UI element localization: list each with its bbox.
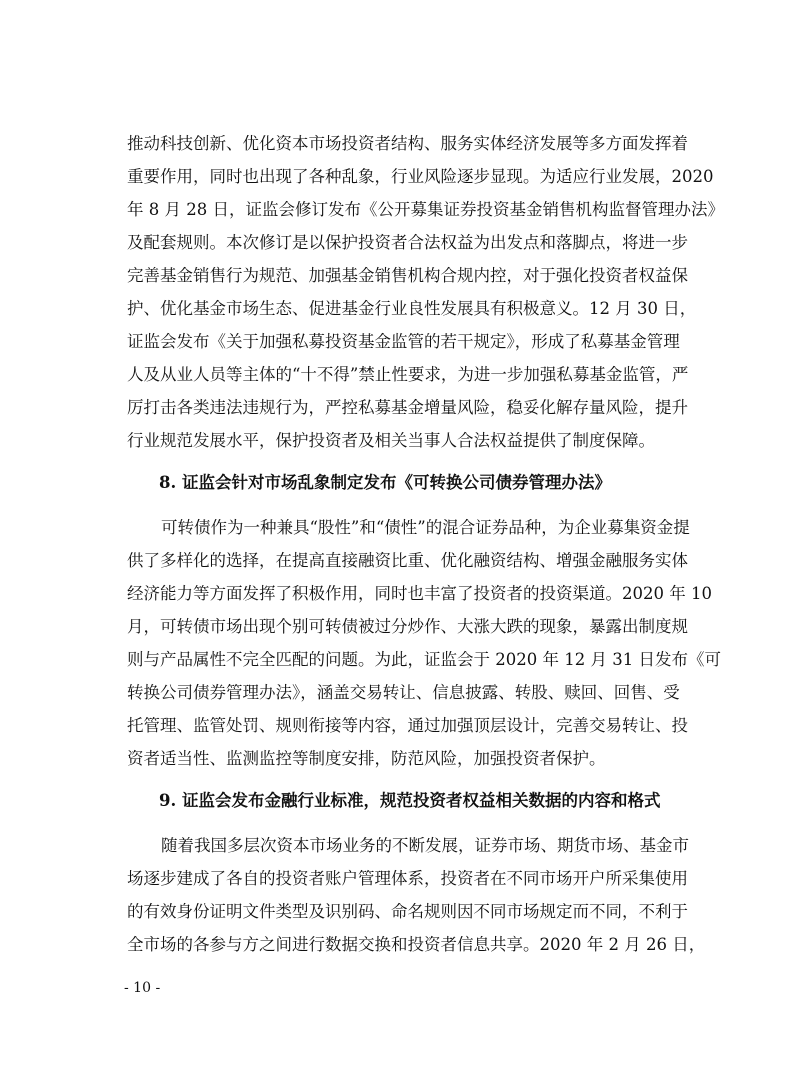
section-heading-9: 9. 证监会发布金融行业标准，规范投资者权益相关数据的内容和格式 [159,791,661,810]
paragraph-line: 全市场的各参与方之间进行数据交换和投资者信息共享。2020 年 2 月 26 日， [127,935,706,954]
paragraph-line: 厉打击各类违法违规行为，严控私募基金增量风险，稳妥化解存量风险，提升 [127,398,688,417]
paragraph-line: 场逐步建成了各自的投资者账户管理体系，投资者在不同市场开户所采集使用 [127,869,688,888]
section-heading-8: 8. 证监会针对市场乱象制定发布《可转换公司债券管理办法》 [159,473,611,492]
paragraph-line: 月，可转债市场出现个别可转债被过分炒作、大涨大跌的现象，暴露出制度规 [127,617,688,636]
paragraph-line: 护、优化基金市场生态、促进基金行业良性发展具有积极意义。12 月 30 日， [127,299,697,318]
paragraph-line: 资者适当性、监测监控等制度安排，防范风险，加强投资者保护。 [127,749,606,768]
paragraph-line: 年 8 月 28 日，证监会修订发布《公开募集证券投资基金销售机构监督管理办法》 [127,200,724,219]
paragraph-line: 重要作用，同时也出现了各种乱象，行业风险逐步显现。为适应行业发展，2020 [127,167,714,186]
paragraph-line: 转换公司债券管理办法》，涵盖交易转让、信息披露、转股、赎回、回售、受 [127,683,680,702]
paragraph-line: 随着我国多层次资本市场业务的不断发展，证券市场、期货市场、基金市 [161,836,689,855]
paragraph-line: 供了多样化的选择，在提高直接融资比重、优化融资结构、增强金融服务实体 [127,551,688,570]
paragraph-line: 经济能力等方面发挥了积极作用，同时也丰富了投资者的投资渠道。2020 年 10 [127,584,712,603]
paragraph-line: 可转债作为一种兼具“股性”和“债性”的混合证券品种，为企业募集资金提 [161,518,690,537]
paragraph-line: 的有效身份证明文件类型及识别码、命名规则因不同市场规定而不同，不利于 [127,902,688,921]
paragraph-line: 人及从业人员等主体的“十不得”禁止性要求，为进一步加强私募基金监管，严 [127,365,689,384]
paragraph-line: 托管理、监管处罚、规则衔接等内容，通过加强顶层设计，完善交易转让、投 [127,716,688,735]
paragraph-line: 及配套规则。本次修订是以保护投资者合法权益为出发点和落脚点，将进一步 [127,233,688,252]
paragraph-line: 完善基金销售行为规范、加强基金销售机构合规内控，对于强化投资者权益保 [127,266,688,285]
page-number: - 10 - [124,980,161,996]
paragraph-line: 则与产品属性不完全匹配的问题。为此，证监会于 2020 年 12 月 31 日发布《可 [127,650,721,669]
paragraph-line: 证监会发布《关于加强私募投资基金监管的若干规定》，形成了私募基金管理 [127,332,680,351]
paragraph-line: 推动科技创新、优化资本市场投资者结构、服务实体经济发展等多方面发挥着 [127,134,688,153]
paragraph-line: 行业规范发展水平，保护投资者及相关当事人合法权益提供了制度保障。 [127,431,655,450]
